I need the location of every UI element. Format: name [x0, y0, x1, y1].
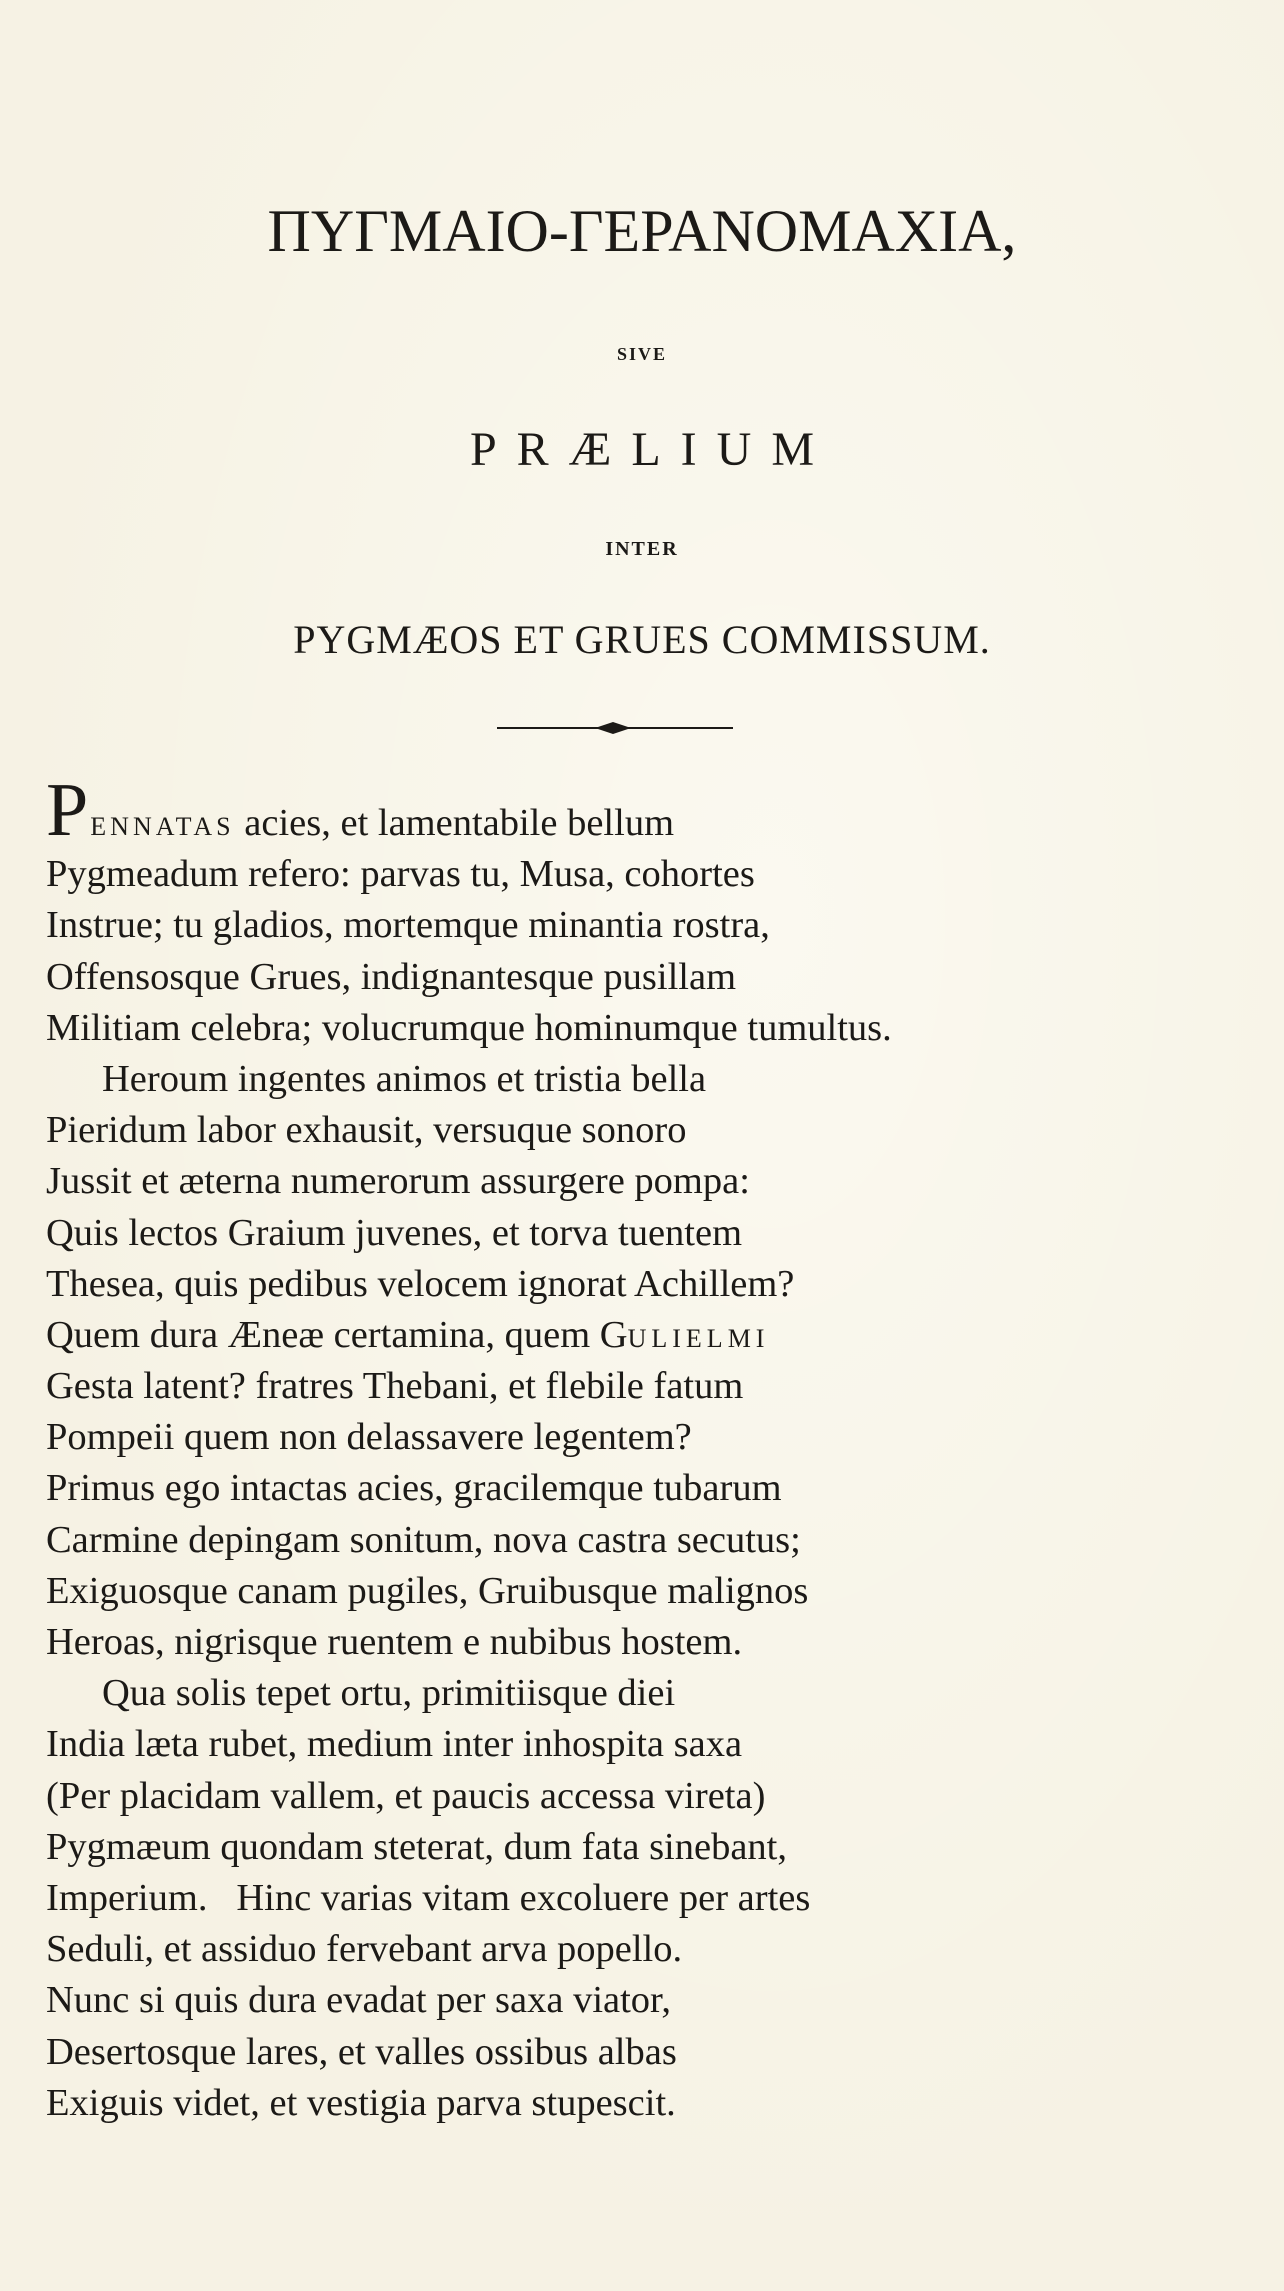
inter-label: INTER [605, 538, 679, 560]
poem-line: Pompeii quem non delassavere legentem? [46, 1416, 692, 1459]
poem-line: Jussit et æterna numerorum assurgere pompa: [46, 1160, 750, 1203]
poem-line: Heroum ingentes animos et tristia bella [102, 1057, 707, 1100]
poem-line: Heroas, nigrisque ruentem e nubibus hostem. [46, 1621, 743, 1663]
poem-line-1 [46, 768, 1256, 852]
sive-label: SIVE [616, 344, 668, 364]
drop-cap: P [46, 768, 89, 852]
poem-line: Imperium. Hinc varias vitam excoluere per artes [46, 1876, 811, 1919]
poem-line: Instrue; tu gladios, mortemque minantia rostra, [46, 904, 770, 947]
poem-line: Offensosque Grues, indignantesque pusillam [46, 955, 737, 998]
poem-line: Thesea, quis pedibus velocem ignorat Achillem? [46, 1262, 795, 1305]
subtitle: PYGMÆOS ET GRUES COMMISSUM. [293, 617, 991, 662]
poem-line: Pieridum labor exhausit, versuque sonoro [46, 1109, 687, 1152]
diamond-rule-ornament-icon [495, 718, 735, 738]
small-caps-word: ULIELMI [627, 1323, 770, 1353]
poem-line-text: Quem dura Æneæ certamina, quem [46, 1313, 600, 1356]
gulielmi-initial: G [599, 1313, 628, 1356]
poem-line: Gesta latent? fratres Thebani, et flebile fatum [46, 1365, 744, 1408]
poem-line-gulielmi [46, 1310, 1256, 1361]
praelium-heading: PRÆLIUM [469, 423, 835, 476]
poem-line: India læta rubet, medium inter inhospita saxa [46, 1723, 743, 1766]
poem-line: Seduli, et assiduo fervebant arva popello. [46, 1928, 683, 1971]
poem-line: Primus ego intactas acies, gracilemque tubarum [46, 1467, 782, 1510]
poem-line: Exiguis videt, et vestigia parva stupescit. [46, 2081, 676, 2124]
poem-line: Pygmeadum refero: parvas tu, Musa, cohortes [46, 853, 755, 896]
poem-line: Carmine depingam sonitum, nova castra secutus; [46, 1518, 801, 1561]
greek-title: ΠΥΓΜΑΙΟ-ΓΕΡΑΝΟΜΑΧΙΑ, [267, 198, 1017, 264]
poem-line: Qua solis tepet ortu, primitiisque diei [102, 1672, 676, 1715]
poem-line: Militiam celebra; volucrumque hominumque tumultus. [46, 1006, 892, 1049]
poem-line: Desertosque lares, et valles ossibus albas [46, 2030, 677, 2073]
poem-line: Pygmæum quondam steterat, dum fata sinebant, [46, 1825, 787, 1868]
poem-line: (Per placidam vallem, et paucis accessa vireta) [46, 1774, 766, 1817]
small-caps-word: ENNATAS [90, 812, 235, 841]
poem-line: Exiguosque canam pugiles, Gruibusque malignos [46, 1569, 809, 1612]
poem-body [46, 768, 1256, 2129]
poem-line-text: acies, et lamentabile bellum [234, 802, 675, 844]
poem-line: Quis lectos Graium juvenes, et torva tuentem [46, 1211, 743, 1254]
poem-line: Nunc si quis dura evadat per saxa viator, [46, 1979, 671, 2022]
